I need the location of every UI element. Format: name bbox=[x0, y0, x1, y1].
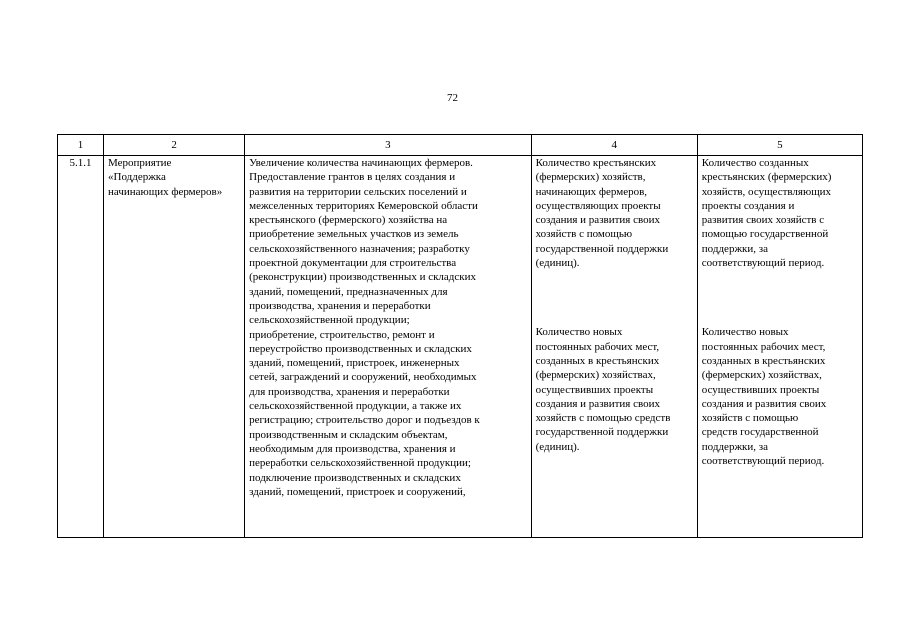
text-line: Увеличение количества начинающих фермеров. bbox=[249, 157, 473, 169]
text-line: поддержки, за bbox=[701, 440, 769, 453]
event-description bbox=[249, 156, 526, 499]
text-line: (фермерских) хозяйств, bbox=[535, 171, 646, 184]
text-line: поддержки, за bbox=[701, 242, 769, 255]
text-line: Предоставление грантов в целях создания и bbox=[249, 171, 456, 184]
text-line: хозяйств с помощью средств bbox=[535, 412, 671, 425]
text-line: постоянных рабочих мест, bbox=[535, 340, 660, 353]
event-name bbox=[108, 156, 240, 199]
text-line: межселенных территориях Кемеровской области bbox=[249, 199, 478, 212]
text-line: осуществляющих проекты bbox=[535, 199, 661, 212]
page-number: 72 bbox=[447, 92, 458, 104]
text-line: развития на территории сельских поселений и bbox=[249, 185, 467, 198]
header-cell-3: 3 bbox=[245, 135, 531, 156]
indicator-jobs bbox=[536, 325, 693, 454]
text-line: производства, хранения и переработки bbox=[249, 299, 431, 312]
program-table bbox=[57, 134, 863, 538]
text-line: зданий, помещений, предназначенных для bbox=[249, 285, 448, 298]
row-number: 5.1.1 bbox=[58, 156, 104, 538]
text-line: начинающих фермеров, bbox=[535, 185, 648, 198]
definition-jobs bbox=[702, 325, 858, 468]
text-line: подключение производственных и складских bbox=[249, 471, 461, 484]
definition-cell bbox=[697, 156, 862, 538]
header-cell-1: 1 bbox=[58, 135, 104, 156]
text-line: (фермерских) хозяйствах, bbox=[701, 369, 822, 382]
indicator-cell bbox=[531, 156, 697, 538]
text-line: регистрацию; строительство дорог и подъездов к bbox=[249, 414, 480, 427]
text-line: создания и развития своих bbox=[701, 397, 827, 410]
text-line: созданных в крестьянских bbox=[701, 354, 826, 367]
text-line: проектной документации для строительства bbox=[249, 257, 457, 270]
text-line: Количество новых bbox=[535, 326, 623, 339]
text-line: осуществивших проекты bbox=[701, 383, 820, 396]
indicator-farms bbox=[536, 156, 693, 270]
header-row bbox=[58, 135, 863, 156]
text-line: хозяйств, осуществляющих bbox=[701, 185, 832, 198]
text-line: крестьянского (фермерского) хозяйства на bbox=[249, 214, 448, 227]
text-line: приобретение земельных участков из земель bbox=[249, 228, 459, 241]
text-line: соответствующий период. bbox=[701, 257, 825, 270]
text-line: хозяйств с помощью bbox=[535, 228, 633, 241]
text-line: крестьянских (фермерских) bbox=[701, 171, 832, 184]
text-line: помощью государственной bbox=[701, 228, 829, 241]
text-line: Количество крестьянских bbox=[535, 157, 657, 169]
text-line: (единиц). bbox=[535, 440, 580, 453]
text-line: начинающих фермеров» bbox=[108, 185, 223, 198]
text-line: необходимым для производства, хранения и bbox=[249, 442, 456, 455]
text-line: государственной поддержки bbox=[535, 426, 669, 439]
definition-farms bbox=[702, 156, 858, 270]
text-line: зданий, помещений, пристроек и сооружений, bbox=[249, 485, 466, 498]
header-cell-4: 4 bbox=[531, 135, 697, 156]
text-line: создания и развития своих bbox=[535, 397, 661, 410]
text-line: приобретение, строительство, ремонт и bbox=[249, 328, 435, 341]
text-line: зданий, помещений, пристроек, инженерных bbox=[249, 357, 460, 370]
text-line: (единиц). bbox=[535, 257, 580, 270]
text-line: переустройство производственных и складских bbox=[249, 342, 472, 355]
header-cell-5: 5 bbox=[697, 135, 862, 156]
text-line: проекты создания и bbox=[701, 199, 795, 212]
text-line: средств государственной bbox=[701, 426, 819, 439]
text-line: государственной поддержки bbox=[535, 242, 669, 255]
text-line: развития своих хозяйств с bbox=[701, 214, 825, 227]
text-line: Мероприятие bbox=[108, 157, 172, 169]
text-line: переработки сельскохозяйственной продукции; bbox=[249, 457, 471, 470]
text-line: сельскохозяйственного назначения; разработку bbox=[249, 242, 470, 255]
text-line: хозяйств с помощью bbox=[701, 412, 799, 425]
header-cell-2: 2 bbox=[104, 135, 245, 156]
text-line: (реконструкции) производственных и складских bbox=[249, 271, 477, 284]
text-line: Количество новых bbox=[701, 326, 789, 339]
text-line: для производства, хранения и переработки bbox=[249, 385, 450, 398]
text-line: постоянных рабочих мест, bbox=[701, 340, 826, 353]
text-line: «Поддержка bbox=[108, 171, 166, 184]
text-line: Количество созданных bbox=[701, 157, 809, 169]
text-line: создания и развития своих bbox=[535, 214, 661, 227]
text-line: производственным и складским объектам, bbox=[249, 428, 448, 441]
event-name-cell bbox=[104, 156, 245, 538]
text-line: сельскохозяйственной продукции; bbox=[249, 314, 410, 327]
text-line: осуществивших проекты bbox=[535, 383, 654, 396]
text-line: сельскохозяйственной продукции, а также их bbox=[249, 400, 462, 413]
text-line: соответствующий период. bbox=[701, 455, 825, 468]
table-row bbox=[58, 156, 863, 538]
text-line: созданных в крестьянских bbox=[535, 354, 660, 367]
description-cell bbox=[245, 156, 531, 538]
text-line: (фермерских) хозяйствах, bbox=[535, 369, 656, 382]
text-line: сетей, заграждений и сооружений, необходимых bbox=[249, 371, 477, 384]
